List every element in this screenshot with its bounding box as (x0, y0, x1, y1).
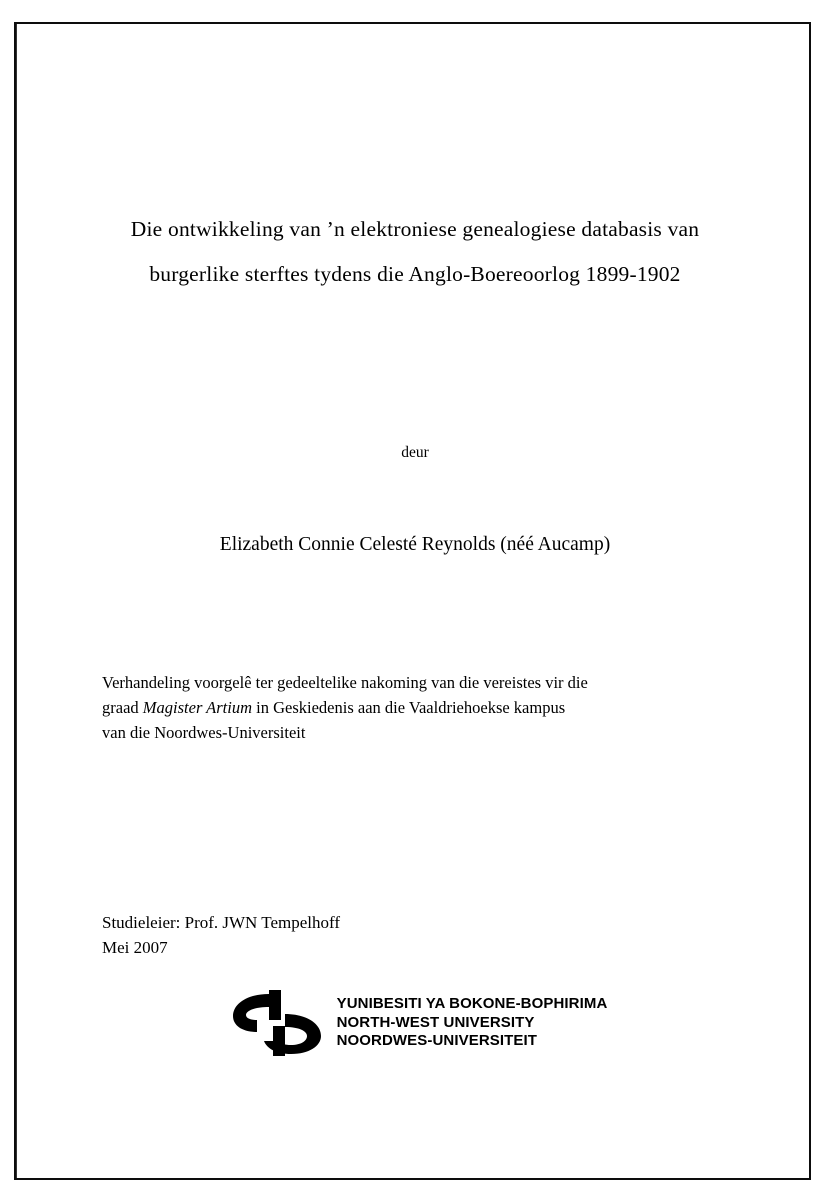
logo-text-line-2: NORTH-WEST UNIVERSITY (336, 1013, 535, 1031)
logo-text-line-1: YUNIBESITI YA BOKONE-BOPHIRIMA (336, 995, 608, 1013)
degree-statement-line-1: Verhandeling voorgelê ter gedeeltelike nakoming van die vereistes vir die (102, 673, 588, 692)
degree-statement-line-2 (102, 695, 730, 720)
degree-statement-line-2-before: graad (102, 698, 143, 717)
title-page-content (90, 22, 740, 1180)
logo-text-line-3: NOORDWES-UNIVERSITEIT (336, 1032, 538, 1050)
degree-statement-line-2-after: in Geskiedenis aan die Vaaldriehoekse kampus (252, 698, 566, 717)
title-line-2: burgerlike sterftes tydens die Anglo-Boereoorlog 1899-1902 (149, 262, 681, 286)
university-logo-text (337, 995, 608, 1051)
nwu-logo-mark-icon (223, 990, 331, 1056)
supervisor-name: Studieleier: Prof. JWN Tempelhoff (102, 913, 341, 932)
university-logo (90, 990, 740, 1056)
supervisor-block (102, 910, 730, 960)
submission-date: Mei 2007 (102, 938, 168, 957)
degree-statement (102, 670, 730, 745)
degree-statement-line-3: van die Noordwes-Universiteit (102, 723, 306, 742)
author-name: Elizabeth Connie Celesté Reynolds (néé Aucamp) (219, 534, 611, 555)
degree-name-italic: Magister Artium (142, 698, 253, 717)
byline-label: deur (401, 444, 429, 461)
thesis-title (90, 207, 740, 297)
title-line-1: Die ontwikkeling van ’n elektroniese genealogiese databasis van (130, 217, 700, 241)
